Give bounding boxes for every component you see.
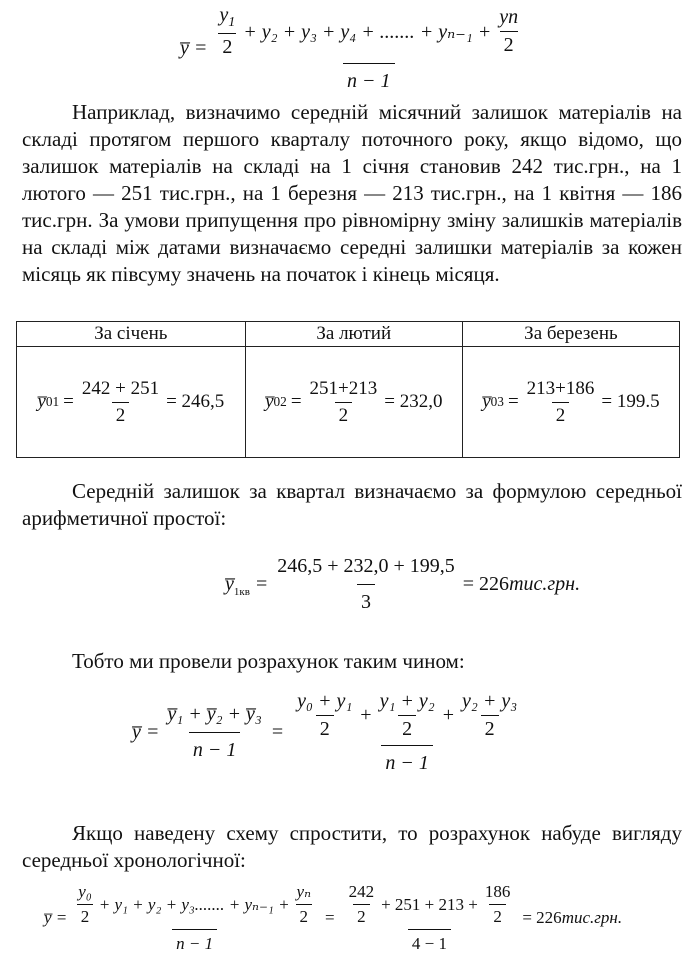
term-den: 2: [218, 33, 236, 59]
chrono-den: n − 1: [172, 929, 217, 954]
term-yn: yn: [499, 6, 519, 28]
quarter-lhs: y̅: [225, 573, 234, 595]
chrono-mid: + y₁ + y₂ + y₃....... + yₙ₋₁ +: [98, 894, 290, 914]
steps-second-fraction: [289, 690, 525, 775]
chrono-d-den: 2: [489, 904, 506, 927]
chrono-den2: 4 − 1: [408, 929, 451, 954]
chrono-c-num: 242: [348, 882, 375, 901]
steps-pair2-num: y₁ + y₂: [379, 690, 435, 712]
steps-num1: y̅₁ + y̅₂ + y̅₃: [167, 703, 262, 725]
cell-lhs: y̅: [482, 391, 491, 412]
cell-result: = 246,5: [166, 391, 225, 412]
chrono-eq: =: [324, 908, 335, 927]
formula-denominator: n − 1: [343, 63, 395, 93]
cell-february: y̅ 02 = $\frac{251+213}{2}$ = 232,0: [245, 347, 462, 458]
steps-pair2-den: 2: [398, 715, 416, 741]
quarter-eq: =: [255, 573, 268, 595]
formula-chronological: [44, 882, 622, 954]
quarter-lhs-sub: 1кв: [233, 585, 250, 598]
paragraph-example: Наприклад, визначимо середній місячний залишок матеріалів на складі протягом першого кварталу поточного року, якщо відомо, що залишок матеріалів на складі на 1 січня становив 242 тис.грн., на 1 лютого — 251 тис.грн., на 1 березня — 213 тис.грн., на 1 квітня — 186 тис.грн. За умови припущення про рівномірну зміну залишків матеріалів на складі між датами визначаємо середні залишки матеріалів за кожен місяць як півсуму значень на початок і кінець місяця.: [22, 100, 682, 286]
cell-sub: 01: [45, 394, 60, 409]
chrono-d-num: 186: [484, 882, 511, 901]
chrono-unit: тис.грн.: [561, 908, 623, 927]
chrono-a-num: y₀: [78, 882, 92, 901]
chrono-b-den: 2: [296, 904, 313, 927]
formula-term-first: [215, 4, 239, 59]
steps-first-fraction: [163, 703, 265, 762]
chrono-result: = 226: [522, 908, 562, 927]
steps-den1: n − 1: [189, 732, 241, 762]
steps-plus1: +: [360, 704, 372, 726]
cell-den: 2: [335, 402, 353, 427]
quarter-den: 3: [357, 584, 375, 614]
cell-lhs: y̅: [265, 391, 274, 412]
formula-middle-terms: + y₂ + y₃ + y₄ + ....... + yₙ₋₁ +: [243, 21, 492, 43]
formula-general: [180, 4, 526, 93]
quarter-num: 246,5 + 232,0 + 199,5: [277, 555, 455, 577]
chrono-c-mid: + 251 + 213 +: [381, 894, 478, 914]
steps-den2: n − 1: [381, 745, 433, 775]
cell-num: 213+186: [526, 377, 595, 399]
cell-num: 251+213: [309, 377, 378, 399]
term-den: 2: [500, 31, 518, 57]
formula-main-fraction: [211, 4, 526, 93]
formula-lhs: y̅ =: [180, 37, 208, 59]
header-january: За січень: [17, 322, 246, 347]
cell-result: = 199.5: [601, 391, 660, 412]
header-march: За березень: [462, 322, 679, 347]
steps-plus2: +: [442, 704, 455, 726]
chrono-c-den: 2: [353, 904, 370, 927]
formula-term-last: [495, 6, 522, 57]
quarter-result: = 226: [462, 573, 510, 595]
cell-sub: 02: [273, 394, 287, 409]
chrono-general-fraction: [70, 882, 319, 954]
steps-pair1-num: y₀ + y₁: [297, 690, 353, 712]
header-february: За лютий: [245, 322, 462, 347]
monthly-average-table: [16, 321, 680, 458]
chrono-b-num: yₙ: [296, 882, 311, 901]
cell-result: = 232,0: [384, 391, 443, 412]
cell-num: 242 + 251: [81, 377, 160, 399]
steps-pair1-den: 2: [316, 715, 334, 741]
steps-lhs: y̅ =: [132, 721, 160, 743]
cell-den: 2: [552, 402, 570, 427]
cell-lhs: y̅: [37, 391, 46, 412]
paragraph-chrono-intro: Якщо наведену схему спростити, то розрахунок набуде вигляду середньої хронологічної:: [22, 821, 682, 872]
table-header-row: [17, 322, 680, 347]
steps-eq: =: [271, 721, 284, 743]
steps-pair3-num: y₂ + y₃: [462, 690, 518, 712]
cell-sub: 03: [490, 394, 504, 409]
term-y: y: [219, 4, 229, 26]
table-formula-row: [17, 347, 680, 458]
quarter-unit: тис.грн.: [509, 573, 581, 595]
cell-january: y̅ 01 = $\frac{242 + 251}{2}$ = 246,5: [17, 347, 246, 458]
quarter-fraction: [273, 555, 459, 614]
paragraph-quarter-intro: Середній залишок за квартал визначаємо за формулою середньої арифметичної простої:: [22, 479, 682, 530]
chrono-a-den: 2: [77, 904, 94, 927]
paragraph-steps-intro: Тобто ми провели розрахунок таким чином:: [72, 649, 465, 673]
cell-den: 2: [112, 402, 130, 427]
chrono-numeric-fraction: [341, 882, 519, 954]
formula-quarter: [225, 555, 580, 614]
formula-steps: [132, 690, 525, 775]
chrono-lhs: y̅ =: [44, 908, 68, 927]
cell-march: y̅ 03 = $\frac{213+186}{2}$ = 199.5: [462, 347, 679, 458]
term-sub: 1: [228, 15, 236, 30]
steps-pair3-den: 2: [481, 715, 499, 741]
